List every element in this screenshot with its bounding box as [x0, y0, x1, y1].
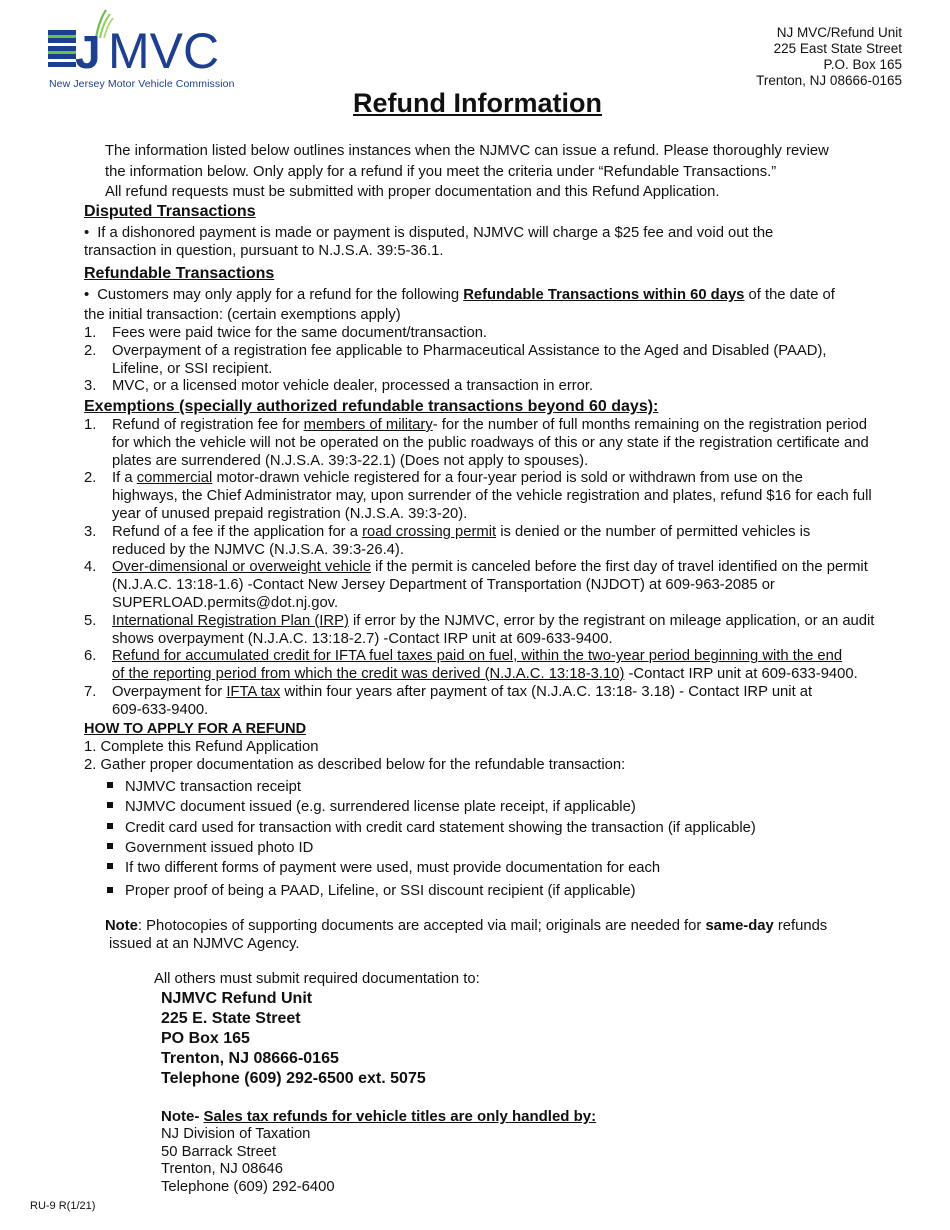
address-line: P.O. Box 165	[823, 57, 902, 72]
disputed-heading: Disputed Transactions	[84, 203, 256, 220]
disputed-text: • If a dishonored payment is made or payment is disputed, NJMVC will charge a $25 fee and void out the transaction in question, pursuant to N.J.S.A. 39:5-36.1.	[84, 225, 773, 260]
square-bullet-icon	[107, 843, 113, 849]
address-line: 225 East State Street	[773, 41, 902, 56]
refund-unit-address: NJMVC Refund Unit 225 E. State Street PO Box 165 Trenton, NJ 08666-0165 Telephone (609) 292-6500 ext. 5075	[161, 990, 426, 1087]
page-title: Refund Information	[353, 88, 602, 118]
logo-subtitle: New Jersey Motor Vehicle Commission	[49, 78, 235, 90]
intro-line: The information listed below outlines instances when the NJMVC can issue a refund. Please thoroughly review	[105, 143, 829, 159]
svg-text:MVC: MVC	[108, 23, 220, 78]
howto-heading: HOW TO APPLY FOR A REFUND	[84, 721, 307, 737]
intro-paragraph	[105, 141, 829, 203]
list-item: NJMVC transaction receipt	[107, 777, 756, 797]
refundable-list	[84, 325, 904, 396]
square-bullet-icon	[107, 802, 113, 808]
documents-list	[107, 777, 756, 902]
njmvc-logo-icon	[46, 8, 246, 78]
list-item: 2. If a commercial motor-drawn vehicle registered for a four-year period is sold or withdrawn from use on the highways, the Chief Administrator may, upon surrender of the vehicle registration and plates, refund $16 for each full year of unused prepaid registration (N.J.S.A. 39:3-20).	[84, 470, 872, 522]
list-item: If two different forms of payment were used, must provide documentation for each	[107, 858, 756, 878]
unit-address	[756, 25, 902, 89]
list-item: 1. Refund of registration fee for members of military- for the number of full months remaining on the registration period for which the vehicle will not be operated on the public roadways of this or any state if the registration certificate and plates are surrendered (N.J.S.A. 39:3-22.1) (Does not apply to spouses).	[84, 417, 869, 469]
list-item: 2. Overpayment of a registration fee applicable to Pharmaceutical Assistance to the Aged and Disabled (PAAD), Lifeline, or SSI recipient.	[84, 342, 827, 377]
bullet-icon	[84, 225, 97, 241]
step: 1. Complete this Refund Application	[84, 739, 319, 755]
step: 2. Gather proper documentation as described below for the refundable transaction:	[84, 756, 626, 773]
salestax-note: Note- Sales tax refunds for vehicle titles are only handled by:	[161, 1108, 597, 1125]
intro-line: All refund requests must be submitted with proper documentation and this Refund Application.	[105, 184, 720, 200]
list-item: Proper proof of being a PAAD, Lifeline, or SSI discount recipient (if applicable)	[107, 881, 756, 901]
square-bullet-icon	[107, 823, 113, 829]
list-item: 7. Overpayment for IFTA tax within four years after payment of tax (N.J.A.C. 13:18- 3.18) - Contact IRP unit at 609-633-9400.	[84, 683, 813, 718]
list-item: Government issued photo ID	[107, 838, 756, 858]
intro-line: the information below. Only apply for a refund if you meet the criteria under “Refundable Transactions.”	[105, 163, 777, 180]
square-bullet-icon	[107, 887, 113, 893]
square-bullet-icon	[107, 782, 113, 788]
refundable-intro: • Customers may only apply for a refund for the following Refundable Transactions within 60 days of the date of the initial transaction: (certain exemptions apply)	[84, 286, 835, 325]
square-bullet-icon	[107, 863, 113, 869]
list-item: 1. Fees were paid twice for the same document/transaction.	[84, 325, 488, 341]
refundable-heading: Refundable Transactions	[84, 265, 275, 282]
list-item: Credit card used for transaction with credit card statement showing the transaction (if applicable)	[107, 818, 756, 838]
submit-intro: All others must submit required documentation to:	[154, 971, 480, 987]
howto-steps	[84, 739, 625, 775]
njmvc-logo	[46, 8, 246, 90]
list-item: 3. Refund of a fee if the application for a road crossing permit is denied or the number of permitted vehicles is reduced by the NJMVC (N.J.S.A. 39:3-26.4).	[84, 523, 811, 558]
taxation-address: NJ Division of Taxation 50 Barrack Street Trenton, NJ 08646 Telephone (609) 292-6400	[161, 1126, 335, 1195]
exemptions-heading: Exemptions (specially authorized refundable transactions beyond 60 days):	[84, 398, 659, 415]
list-item: 4. Over-dimensional or overweight vehicle if the permit is canceled before the first day of travel identified on the permit (N.J.A.C. 13:18-1.6) -Contact New Jersey Department of Transportation (NJDOT) at 609-963-2085 or SUPERLOAD.permits@dot.nj.gov.	[84, 559, 868, 611]
bullet-icon	[84, 287, 97, 303]
note-paragraph: Note: Photocopies of supporting documents are accepted via mail; originals are needed for same-day refunds issued at an NJMVC Agency.	[105, 918, 828, 952]
list-item: 3. MVC, or a licensed motor vehicle dealer, processed a transaction in error.	[84, 378, 594, 395]
exemptions-list	[84, 417, 914, 720]
list-item: 5. International Registration Plan (IRP) if error by the NJMVC, error by the registrant on mileage application, or an audit shows overpayment (N.J.A.C. 13:18-2.7) -Contact IRP unit at 609-633-9400.	[84, 612, 875, 647]
svg-text:J: J	[75, 26, 101, 78]
form-number: RU-9 R(1/21)	[30, 1200, 96, 1212]
address-line: Trenton, NJ 08666-0165	[756, 73, 902, 88]
list-item: 6. Refund for accumulated credit for IFTA fuel taxes paid on fuel, within the two-year period beginning with the end of the reporting period from which the credit was derived (N.J.A.C. 13:18-3.10) -Contact IRP unit at 609-633-9400.	[84, 648, 858, 683]
address-line: NJ MVC/Refund Unit	[776, 25, 902, 40]
list-item: NJMVC document issued (e.g. surrendered license plate receipt, if applicable)	[107, 797, 756, 817]
